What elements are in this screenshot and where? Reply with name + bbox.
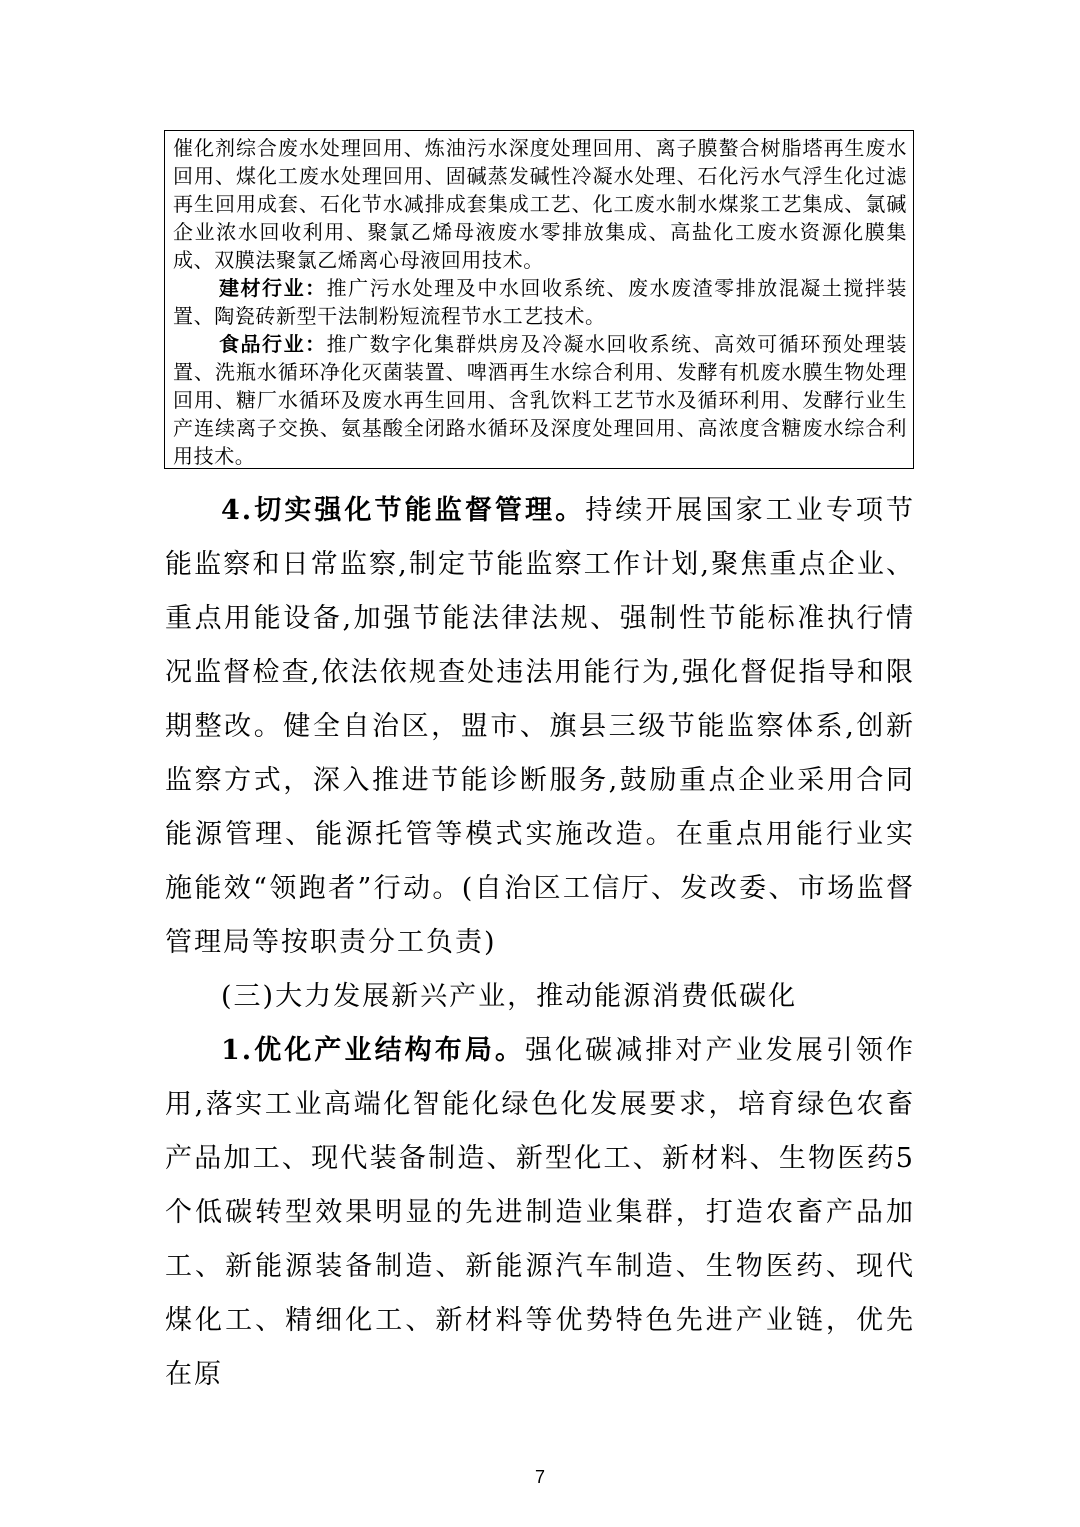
box-paragraph-chemical: 催化剂综合废水处理回用、炼油污水深度处理回用、离子膜螯合树脂塔再生废水回用、煤化工废水处理回用、固碱蒸发碱性冷凝水处理、石化污水气浮生化过滤再生回用成套、石化节水减排成套集成工艺、化工废水制水煤浆工艺集成、氯碱企业浓水回收利用、聚氯乙烯母液废水零排放集成、高盐化工废水资源化膜集成、双膜法聚氯乙烯离心母液回用技术。 <box>173 136 907 272</box>
box-paragraph-food <box>173 330 907 470</box>
energy-supervision-heading: 4.切实强化节能监督管理。 <box>221 495 586 526</box>
building-materials-text: 推广污水处理及中水回收系统、废水废渣零排放混凝土搅拌装置、陶瓷砖新型干法制粉短流程节水工艺技术。 <box>173 276 908 328</box>
document-body <box>165 484 915 1402</box>
technology-list-box <box>164 130 914 469</box>
building-materials-heading: 建材行业： <box>219 276 327 300</box>
box-paragraph-building-materials <box>173 274 907 330</box>
energy-supervision-text: 持续开展国家工业专项节能监察和日常监察,制定节能监察工作计划,聚焦重点企业、重点用能设备,加强节能法律法规、强制性节能标准执行情况监督检查,依法依规查处违法用能行为,强化督促指导和限期整改。健全自治区，盟市、旗县三级节能监察体系,创新监察方式，深入推进节能诊断服务,鼓励重点企业采用合同能源管理、能源托管等模式实施改造。在重点用能行业实施能效“领跑者”行动。(自治区工信厅、发改委、市场监督管理局等按职责分工负责) <box>165 495 916 958</box>
industrial-structure-text: 强化碳减排对产业发展引领作用,落实工业高端化智能化绿色化发展要求，培育绿色农畜产品加工、现代装备制造、新型化工、新材料、生物医药5个低碳转型效果明显的先进制造业集群，打造农畜产品加工、新能源装备制造、新能源汽车制造、生物医药、现代煤化工、精细化工、新材料等优势特色先进产业链，优先在原 <box>165 1035 916 1390</box>
paragraph-energy-supervision <box>165 484 915 970</box>
food-industry-text: 推广数字化集群烘房及冷凝水回收系统、高效可循环预处理装置、洗瓶水循环净化灭菌装置、啤酒再生水综合利用、发酵有机废水膜生物处理回用、糖厂水循环及废水再生回用、含乳饮料工艺节水及循环利用、发酵行业生产连续离子交换、氨基酸全闭路水循环及深度处理回用、高浓度含糖废水综合利用技术。 <box>173 332 908 468</box>
food-industry-heading: 食品行业： <box>219 332 327 356</box>
paragraph-industrial-structure <box>165 1024 915 1402</box>
page-number: 7 <box>534 1467 545 1487</box>
section-heading-emerging-industries: (三)大力发展新兴产业，推动能源消费低碳化 <box>221 981 798 1012</box>
industrial-structure-heading: 1.优化产业结构布局。 <box>221 1035 526 1066</box>
